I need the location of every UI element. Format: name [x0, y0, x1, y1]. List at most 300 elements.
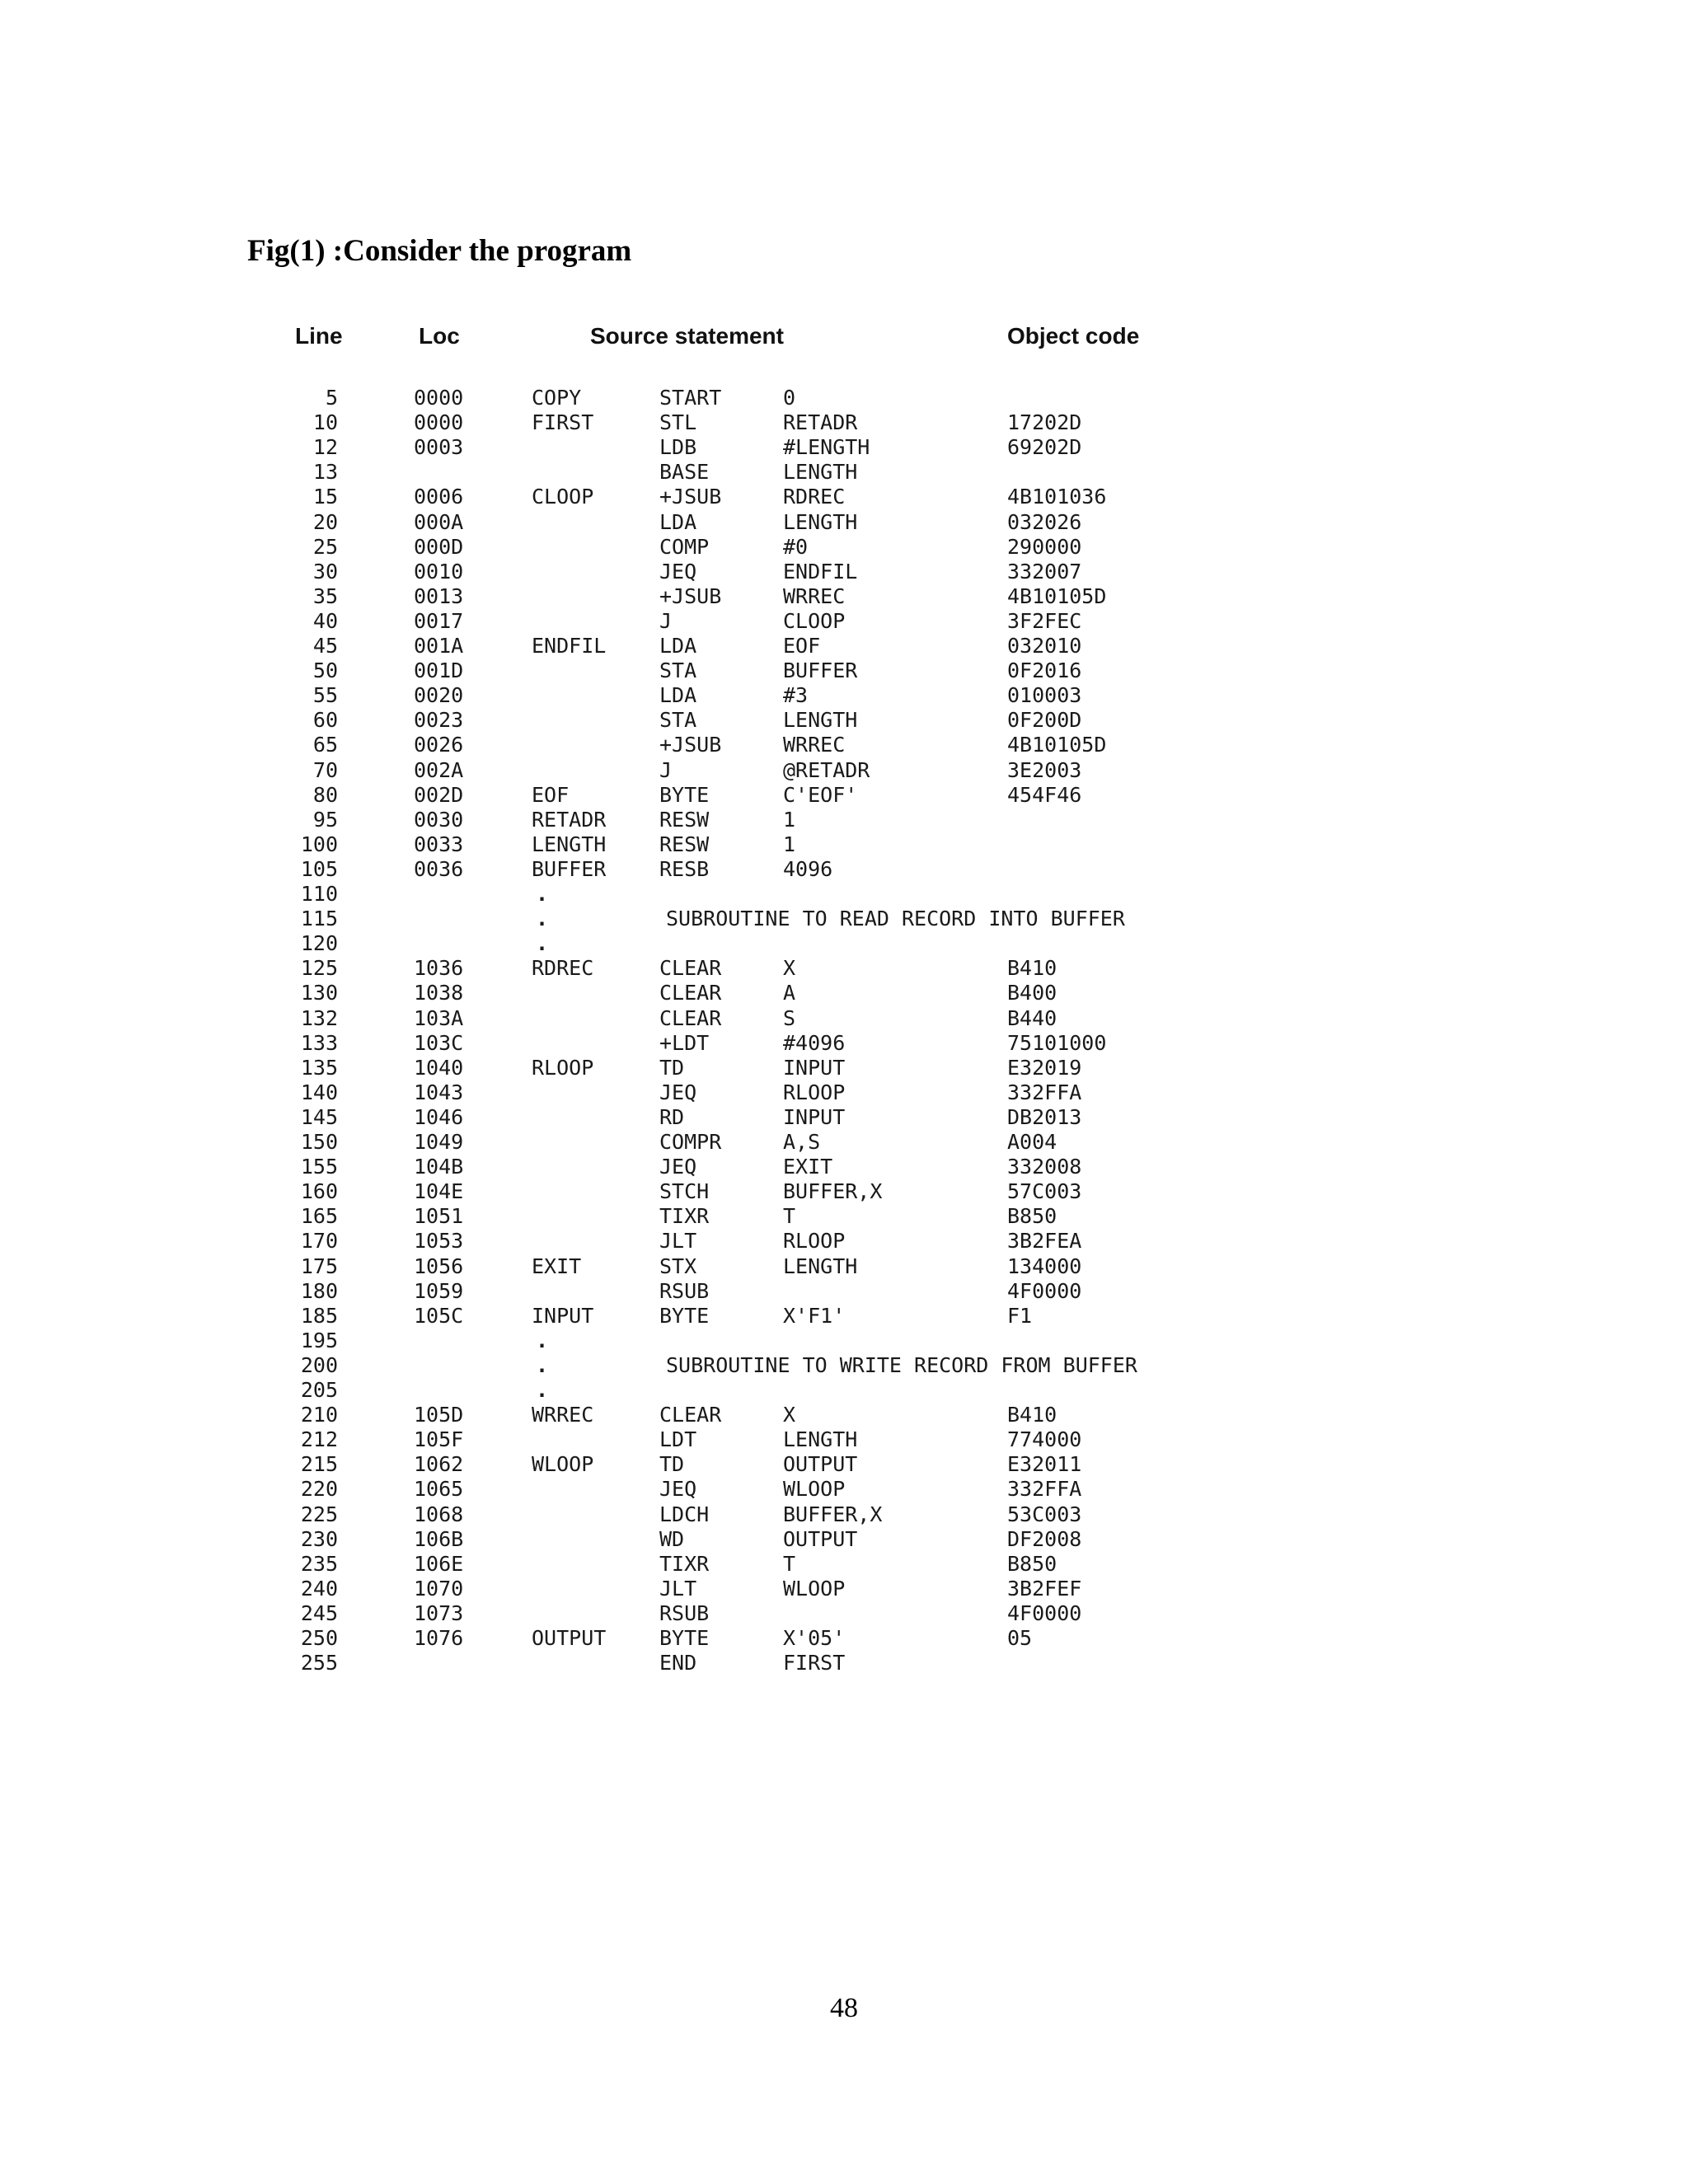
- opcode-field: LDCH: [659, 1502, 710, 1526]
- label-field: RLOOP: [532, 1055, 594, 1080]
- object-code: 332FFA: [1007, 1080, 1082, 1104]
- object-code: 774000: [1007, 1427, 1082, 1452]
- operand-field: OUTPUT: [783, 1452, 858, 1477]
- opcode-field: STA: [659, 658, 697, 683]
- comment-dot: .: [536, 931, 549, 956]
- opcode-field: RD: [659, 1104, 685, 1129]
- location-counter: 002A: [414, 757, 464, 782]
- opcode-field: START: [659, 386, 722, 410]
- line-number: 235: [300, 1551, 338, 1576]
- operand-field: OUTPUT: [783, 1526, 858, 1551]
- label-field: CLOOP: [532, 485, 594, 509]
- listing-row: [0, 609, 1688, 634]
- object-code: 05: [1007, 1626, 1033, 1650]
- listing-row: [0, 808, 1688, 832]
- line-number: 12: [312, 435, 338, 460]
- line-number: 50: [312, 658, 338, 683]
- comment-dot: .: [536, 907, 549, 931]
- line-number: 40: [312, 608, 338, 633]
- line-number: 60: [312, 708, 338, 733]
- line-number: 175: [300, 1254, 338, 1278]
- listing-row: [0, 1304, 1688, 1329]
- comment-dot: .: [536, 1328, 549, 1352]
- line-number: 220: [300, 1477, 338, 1502]
- object-code: 032010: [1007, 634, 1082, 658]
- opcode-field: CLEAR: [659, 1403, 722, 1427]
- listing-row: [0, 1329, 1688, 1353]
- label-field: OUTPUT: [532, 1626, 607, 1650]
- location-counter: 1073: [414, 1601, 464, 1625]
- location-counter: 1068: [414, 1502, 464, 1526]
- line-number: 110: [300, 882, 338, 906]
- object-code: 4B10105D: [1007, 583, 1107, 608]
- label-field: FIRST: [532, 410, 594, 435]
- operand-field: X'F1': [783, 1303, 846, 1328]
- line-number: 165: [300, 1204, 338, 1229]
- listing-row: [0, 634, 1688, 658]
- operand-field: RETADR: [783, 410, 858, 435]
- listing-row: [0, 708, 1688, 733]
- location-counter: 0023: [414, 708, 464, 733]
- object-code: 032026: [1007, 509, 1082, 534]
- listing-row: [0, 1427, 1688, 1452]
- operand-field: INPUT: [783, 1055, 846, 1080]
- object-code: E32019: [1007, 1055, 1082, 1080]
- opcode-field: LDA: [659, 509, 697, 534]
- opcode-field: LDB: [659, 435, 697, 460]
- listing-row: [0, 1477, 1688, 1502]
- opcode-field: BASE: [659, 460, 710, 485]
- page-number: 48: [830, 1993, 858, 2023]
- object-code: B400: [1007, 981, 1057, 1005]
- listing-row: [0, 1105, 1688, 1130]
- line-number: 133: [300, 1030, 338, 1055]
- location-counter: 0000: [414, 386, 464, 410]
- listing-row: [0, 410, 1688, 435]
- label-field: INPUT: [532, 1303, 594, 1328]
- location-counter: 1040: [414, 1055, 464, 1080]
- operand-field: X: [783, 956, 796, 981]
- opcode-field: J: [659, 757, 673, 782]
- object-code: 53C003: [1007, 1502, 1082, 1526]
- object-code: A004: [1007, 1130, 1057, 1154]
- location-counter: 001A: [414, 634, 464, 658]
- operand-field: WRREC: [783, 583, 846, 608]
- operand-field: BUFFER,X: [783, 1179, 883, 1204]
- comment-dot: .: [536, 882, 549, 906]
- operand-field: T: [783, 1551, 796, 1576]
- listing-row: [0, 1031, 1688, 1056]
- line-number: 212: [300, 1427, 338, 1452]
- location-counter: 1053: [414, 1229, 464, 1254]
- listing-row: [0, 1279, 1688, 1304]
- object-code: 4B10105D: [1007, 733, 1107, 757]
- object-code: 010003: [1007, 683, 1082, 708]
- line-number: 55: [312, 683, 338, 708]
- line-number: 240: [300, 1576, 338, 1601]
- location-counter: 105C: [414, 1303, 464, 1328]
- object-code: 134000: [1007, 1254, 1082, 1278]
- opcode-field: TIXR: [659, 1204, 710, 1229]
- location-counter: 1046: [414, 1104, 464, 1129]
- location-counter: 105D: [414, 1403, 464, 1427]
- location-counter: 0017: [414, 608, 464, 633]
- operand-field: #4096: [783, 1030, 846, 1055]
- line-number: 230: [300, 1526, 338, 1551]
- location-counter: 0010: [414, 559, 464, 583]
- listing-row: [0, 1179, 1688, 1204]
- listing-row: [0, 435, 1688, 460]
- operand-field: LENGTH: [783, 460, 858, 485]
- object-code: 3B2FEF: [1007, 1576, 1082, 1601]
- object-code: 332008: [1007, 1155, 1082, 1179]
- operand-field: #0: [783, 534, 809, 559]
- line-number: 95: [312, 807, 338, 832]
- object-code: 4F0000: [1007, 1601, 1082, 1625]
- location-counter: 1062: [414, 1452, 464, 1477]
- operand-field: RLOOP: [783, 1229, 846, 1254]
- line-number: 25: [312, 534, 338, 559]
- opcode-field: RESW: [659, 832, 710, 856]
- listing-row: [0, 1502, 1688, 1527]
- line-number: 195: [300, 1328, 338, 1352]
- figure-caption: Fig(1) :Consider the program: [247, 234, 632, 268]
- listing-row: [0, 931, 1688, 956]
- opcode-field: +JSUB: [659, 485, 722, 509]
- object-code: DF2008: [1007, 1526, 1082, 1551]
- object-code: 57C003: [1007, 1179, 1082, 1204]
- line-number: 245: [300, 1601, 338, 1625]
- line-number: 10: [312, 410, 338, 435]
- opcode-field: JEQ: [659, 1080, 697, 1104]
- object-code: B410: [1007, 1403, 1057, 1427]
- location-counter: 1038: [414, 981, 464, 1005]
- label-field: RETADR: [532, 807, 607, 832]
- opcode-field: CLEAR: [659, 1005, 722, 1030]
- listing-row: [0, 1601, 1688, 1626]
- location-counter: 0003: [414, 435, 464, 460]
- label-field: RDREC: [532, 956, 594, 981]
- opcode-field: WD: [659, 1526, 685, 1551]
- opcode-field: RESW: [659, 807, 710, 832]
- operand-field: FIRST: [783, 1651, 846, 1675]
- label-field: WRREC: [532, 1403, 594, 1427]
- object-code: 4F0000: [1007, 1278, 1082, 1303]
- operand-field: EOF: [783, 634, 821, 658]
- location-counter: 106B: [414, 1526, 464, 1551]
- operand-field: 0: [783, 386, 796, 410]
- line-number: 135: [300, 1055, 338, 1080]
- label-field: ENDFIL: [532, 634, 607, 658]
- listing-row: [0, 1527, 1688, 1552]
- location-counter: 0036: [414, 856, 464, 881]
- line-number: 170: [300, 1229, 338, 1254]
- label-field: EOF: [532, 782, 570, 807]
- opcode-field: STL: [659, 410, 697, 435]
- line-number: 140: [300, 1080, 338, 1104]
- listing-row: [0, 1353, 1688, 1378]
- opcode-field: RSUB: [659, 1278, 710, 1303]
- listing-row: [0, 1651, 1688, 1675]
- operand-field: BUFFER,X: [783, 1502, 883, 1526]
- listing-row: [0, 956, 1688, 981]
- opcode-field: CLEAR: [659, 956, 722, 981]
- line-number: 210: [300, 1403, 338, 1427]
- location-counter: 0026: [414, 733, 464, 757]
- listing-row: [0, 1626, 1688, 1651]
- listing-row: [0, 1452, 1688, 1477]
- line-number: 20: [312, 509, 338, 534]
- listing-row: [0, 535, 1688, 560]
- object-code: 290000: [1007, 534, 1082, 559]
- line-number: 160: [300, 1179, 338, 1204]
- operand-field: LENGTH: [783, 509, 858, 534]
- location-counter: 104E: [414, 1179, 464, 1204]
- listing-row: [0, 460, 1688, 485]
- object-code: 69202D: [1007, 435, 1082, 460]
- location-counter: 1056: [414, 1254, 464, 1278]
- header-source-statement: Source statement: [590, 323, 784, 349]
- listing-row: [0, 1080, 1688, 1105]
- line-number: 13: [312, 460, 338, 485]
- listing-row: [0, 1378, 1688, 1403]
- operand-field: 1: [783, 807, 796, 832]
- line-number: 15: [312, 485, 338, 509]
- label-field: WLOOP: [532, 1452, 594, 1477]
- listing-row: [0, 584, 1688, 609]
- opcode-field: JLT: [659, 1229, 697, 1254]
- opcode-field: TIXR: [659, 1551, 710, 1576]
- listing-row: [0, 832, 1688, 857]
- line-number: 225: [300, 1502, 338, 1526]
- listing-row: [0, 1254, 1688, 1279]
- operand-field: 1: [783, 832, 796, 856]
- object-code: 0F200D: [1007, 708, 1082, 733]
- opcode-field: COMPR: [659, 1130, 722, 1154]
- line-number: 105: [300, 856, 338, 881]
- listing-row: [0, 1577, 1688, 1601]
- listing-row: [0, 1403, 1688, 1427]
- opcode-field: COMP: [659, 534, 710, 559]
- listing-row: [0, 1130, 1688, 1155]
- location-counter: 001D: [414, 658, 464, 683]
- location-counter: 0020: [414, 683, 464, 708]
- location-counter: 103A: [414, 1005, 464, 1030]
- operand-field: WRREC: [783, 733, 846, 757]
- object-code: 3B2FEA: [1007, 1229, 1082, 1254]
- opcode-field: JEQ: [659, 559, 697, 583]
- line-number: 115: [300, 907, 338, 931]
- opcode-field: END: [659, 1651, 697, 1675]
- listing-row: [0, 658, 1688, 683]
- opcode-field: TD: [659, 1452, 685, 1477]
- operand-field: CLOOP: [783, 608, 846, 633]
- operand-field: X: [783, 1403, 796, 1427]
- line-number: 70: [312, 757, 338, 782]
- listing-row: [0, 783, 1688, 808]
- listing-row: [0, 1552, 1688, 1577]
- comment-text: SUBROUTINE TO WRITE RECORD FROM BUFFER: [666, 1352, 1137, 1377]
- location-counter: 1043: [414, 1080, 464, 1104]
- location-counter: 1076: [414, 1626, 464, 1650]
- label-field: COPY: [532, 386, 582, 410]
- listing-row: [0, 560, 1688, 584]
- line-number: 250: [300, 1626, 338, 1650]
- object-code: 75101000: [1007, 1030, 1107, 1055]
- location-counter: 0033: [414, 832, 464, 856]
- listing-row: [0, 683, 1688, 708]
- line-number: 30: [312, 559, 338, 583]
- location-counter: 000D: [414, 534, 464, 559]
- opcode-field: JLT: [659, 1576, 697, 1601]
- operand-field: C'EOF': [783, 782, 858, 807]
- location-counter: 106E: [414, 1551, 464, 1576]
- location-counter: 0000: [414, 410, 464, 435]
- listing-row: [0, 907, 1688, 931]
- opcode-field: LDT: [659, 1427, 697, 1452]
- opcode-field: +JSUB: [659, 583, 722, 608]
- object-code: B850: [1007, 1551, 1057, 1576]
- line-number: 180: [300, 1278, 338, 1303]
- object-code: E32011: [1007, 1452, 1082, 1477]
- line-number: 255: [300, 1651, 338, 1675]
- location-counter: 1051: [414, 1204, 464, 1229]
- operand-field: #LENGTH: [783, 435, 870, 460]
- line-number: 150: [300, 1130, 338, 1154]
- operand-field: BUFFER: [783, 658, 858, 683]
- line-number: 132: [300, 1005, 338, 1030]
- line-number: 185: [300, 1303, 338, 1328]
- operand-field: INPUT: [783, 1104, 846, 1129]
- operand-field: RLOOP: [783, 1080, 846, 1104]
- listing-row: [0, 981, 1688, 1005]
- opcode-field: TD: [659, 1055, 685, 1080]
- location-counter: 1059: [414, 1278, 464, 1303]
- listing-row: [0, 1155, 1688, 1179]
- line-number: 200: [300, 1352, 338, 1377]
- operand-field: RDREC: [783, 485, 846, 509]
- listing-row: [0, 733, 1688, 757]
- line-number: 120: [300, 931, 338, 956]
- listing-row: [0, 1229, 1688, 1254]
- opcode-field: CLEAR: [659, 981, 722, 1005]
- object-code: 3E2003: [1007, 757, 1082, 782]
- location-counter: 0006: [414, 485, 464, 509]
- operand-field: S: [783, 1005, 796, 1030]
- listing-row: [0, 1204, 1688, 1229]
- listing-row: [0, 1006, 1688, 1031]
- opcode-field: LDA: [659, 683, 697, 708]
- object-code: 17202D: [1007, 410, 1082, 435]
- listing-row: [0, 882, 1688, 907]
- location-counter: 0030: [414, 807, 464, 832]
- line-number: 125: [300, 956, 338, 981]
- operand-field: A,S: [783, 1130, 821, 1154]
- comment-dot: .: [536, 1378, 549, 1402]
- location-counter: 1036: [414, 956, 464, 981]
- operand-field: T: [783, 1204, 796, 1229]
- listing-row: [0, 510, 1688, 535]
- opcode-field: RESB: [659, 856, 710, 881]
- line-number: 45: [312, 634, 338, 658]
- label-field: LENGTH: [532, 832, 607, 856]
- opcode-field: JEQ: [659, 1155, 697, 1179]
- location-counter: 105F: [414, 1427, 464, 1452]
- label-field: BUFFER: [532, 856, 607, 881]
- operand-field: A: [783, 981, 796, 1005]
- object-code: 332FFA: [1007, 1477, 1082, 1502]
- location-counter: 1065: [414, 1477, 464, 1502]
- line-number: 205: [300, 1378, 338, 1402]
- location-counter: 104B: [414, 1155, 464, 1179]
- line-number: 5: [325, 386, 338, 410]
- line-number: 35: [312, 583, 338, 608]
- operand-field: EXIT: [783, 1155, 833, 1179]
- operand-field: ENDFIL: [783, 559, 858, 583]
- location-counter: 0013: [414, 583, 464, 608]
- listing-row: [0, 386, 1688, 410]
- opcode-field: LDA: [659, 634, 697, 658]
- object-code: 0F2016: [1007, 658, 1082, 683]
- listing-row: [0, 485, 1688, 509]
- object-code: 332007: [1007, 559, 1082, 583]
- location-counter: 1049: [414, 1130, 464, 1154]
- opcode-field: +JSUB: [659, 733, 722, 757]
- operand-field: #3: [783, 683, 809, 708]
- opcode-field: BYTE: [659, 782, 710, 807]
- object-code: 3F2FEC: [1007, 608, 1082, 633]
- object-code: 454F46: [1007, 782, 1082, 807]
- listing-row: [0, 758, 1688, 783]
- listing-row: [0, 857, 1688, 882]
- opcode-field: STX: [659, 1254, 697, 1278]
- opcode-field: STCH: [659, 1179, 710, 1204]
- object-code: 4B101036: [1007, 485, 1107, 509]
- operand-field: LENGTH: [783, 1427, 858, 1452]
- operand-field: WLOOP: [783, 1576, 846, 1601]
- comment-dot: .: [536, 1352, 549, 1377]
- location-counter: 1070: [414, 1576, 464, 1601]
- object-code: DB2013: [1007, 1104, 1082, 1129]
- header-loc: Loc: [419, 323, 460, 349]
- line-number: 145: [300, 1104, 338, 1129]
- operand-field: LENGTH: [783, 1254, 858, 1278]
- operand-field: 4096: [783, 856, 833, 881]
- opcode-field: BYTE: [659, 1303, 710, 1328]
- operand-field: @RETADR: [783, 757, 870, 782]
- object-code: B410: [1007, 956, 1057, 981]
- line-number: 80: [312, 782, 338, 807]
- location-counter: 000A: [414, 509, 464, 534]
- line-number: 130: [300, 981, 338, 1005]
- label-field: EXIT: [532, 1254, 582, 1278]
- location-counter: 103C: [414, 1030, 464, 1055]
- location-counter: 002D: [414, 782, 464, 807]
- opcode-field: BYTE: [659, 1626, 710, 1650]
- object-code: B440: [1007, 1005, 1057, 1030]
- line-number: 155: [300, 1155, 338, 1179]
- line-number: 65: [312, 733, 338, 757]
- opcode-field: +LDT: [659, 1030, 710, 1055]
- operand-field: X'05': [783, 1626, 846, 1650]
- opcode-field: STA: [659, 708, 697, 733]
- object-code: B850: [1007, 1204, 1057, 1229]
- opcode-field: JEQ: [659, 1477, 697, 1502]
- header-object-code: Object code: [1007, 323, 1140, 349]
- operand-field: WLOOP: [783, 1477, 846, 1502]
- object-code: F1: [1007, 1303, 1033, 1328]
- operand-field: LENGTH: [783, 708, 858, 733]
